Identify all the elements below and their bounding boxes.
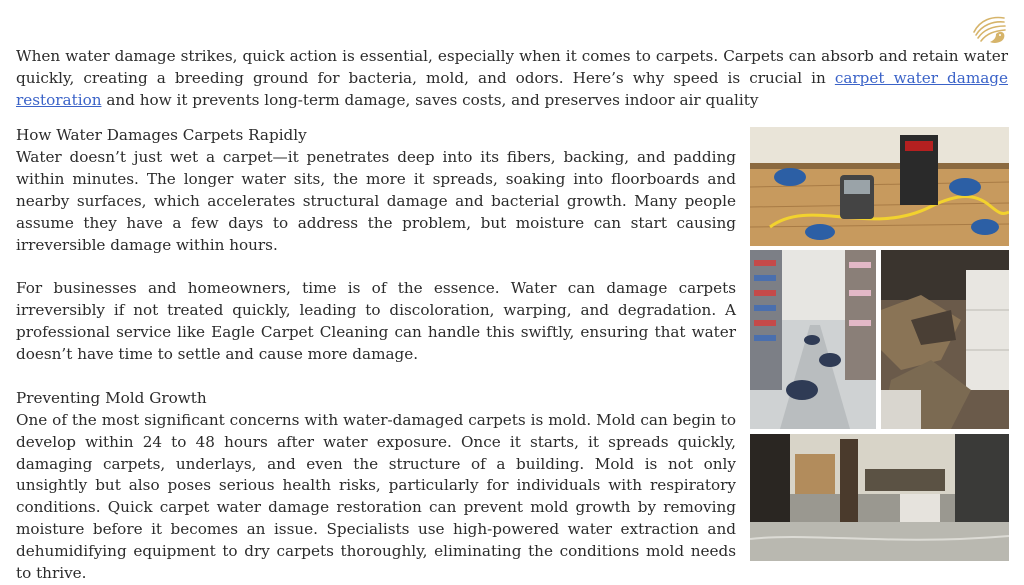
photo-drying-equipment — [750, 127, 1009, 246]
section2-paragraph-1: One of the most significant concerns with water-damaged carpets is mold. Mold can begin to develop within 24 to 48 hours after water exposure. Once it starts, it spreads quickly, damaging carpets, underlays, and even the structure of a building. Mold is not only unsightly but also poses serious health risks, particularly for individuals with respiratory conditions. Quick carpet water damage restoration can prevent mold growth by removing moisture before it becomes an issue. Specialists use high-powered water extraction and dehumidifying equipment to dry carpets thoroughly, eliminating the conditions mold needs to thrive. — [16, 410, 736, 583]
photo-collapsed-kitchen — [881, 250, 1009, 429]
intro-paragraph — [16, 45, 1008, 111]
section1-paragraph-2: For businesses and homeowners, time is of the essence. Water can damage carpets irreversibly if not treated quickly, leading to discoloration, warping, and degradation. A professional service like Eagle Carpet Cleaning can handle this swiftly, ensuring that water doesn’t have time to settle and cause more damage. — [16, 279, 736, 364]
intro-text-after: and how it prevents long-term damage, saves costs, and preserves indoor air quality — [101, 91, 759, 109]
photo-store-air-movers — [750, 250, 876, 429]
photo-flooded-basement — [750, 434, 1009, 561]
section1-paragraph-1: Water doesn’t just wet a carpet—it penetrates deep into its fibers, backing, and padding within minutes. The longer water sits, the more it spreads, soaking into floorboards and nearby surfaces, which accelerates structural damage and bacterial growth. Many people assume they have a few days to address the problem, but moisture can start causing irreversible damage within hours. — [16, 147, 736, 254]
paragraph-spacer — [16, 256, 736, 278]
paragraph-spacer — [16, 366, 736, 388]
article-column — [16, 125, 736, 585]
eagle-logo-icon — [968, 12, 1010, 46]
section-heading-mold: Preventing Mold Growth — [16, 388, 207, 407]
section-heading-water-damage: How Water Damages Carpets Rapidly — [16, 126, 307, 144]
intro-text-before: When water damage strikes, quick action is essential, especially when it comes to carpets. Carpets can absorb and retain water quickly, creating a breeding ground for bacteria, mold, and odors. Here’s why speed is crucial in — [16, 47, 1008, 87]
carpet-water-damage-restoration-link[interactable]: carpet water damage restoration — [16, 69, 1008, 109]
